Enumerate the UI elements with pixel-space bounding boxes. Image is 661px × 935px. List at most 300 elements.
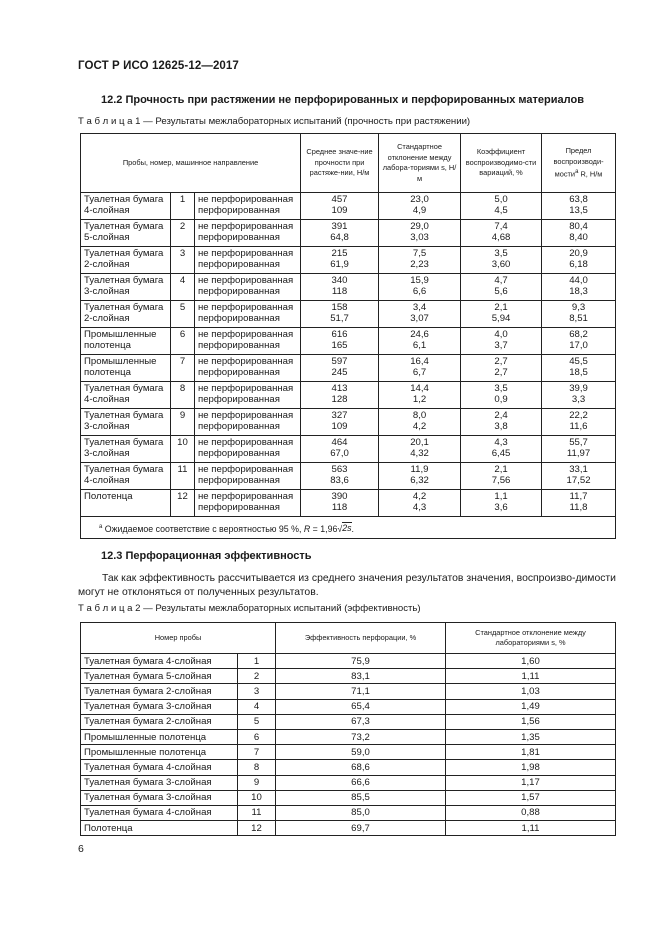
sample-type: перфорированная [198,232,280,243]
table-row [81,760,616,775]
limit-value: 13,5 [569,205,588,216]
table-row [81,669,616,684]
std-value: 1,11 [446,669,616,684]
sample-number-cell: 10 [171,436,195,463]
sample-name: Туалетная бумага [84,275,164,286]
limit-value: 8,51 [569,313,588,324]
header-std-deviation: Стандартное отклонение между лабораториями s, % [446,623,616,654]
cv-value: 2,7 [494,367,508,378]
sample-type: не перфорированная [198,329,294,340]
limit-value: 8,40 [569,232,588,243]
limit-value-cell [542,436,616,463]
limit-value-cell [542,193,616,220]
footnote-end: . [351,523,354,534]
sample-number-cell: 1 [171,193,195,220]
std-value: 4,3 [412,502,427,513]
sample-name: Промышленные полотенца [81,729,238,744]
std-value-cell [379,382,461,409]
limit-value: 18,5 [569,367,588,378]
efficiency-value: 67,3 [276,714,446,729]
cv-value-cell [461,328,542,355]
std-value-cell [379,490,461,517]
std-value: 4,32 [410,448,429,459]
limit-value-cell [542,301,616,328]
mean-value: 158 [331,302,348,313]
sample-number: 3 [238,684,276,699]
header-samples: Пробы, номер, машинное направление [81,134,301,193]
std-value: 1,60 [446,654,616,669]
mean-value-cell [301,274,379,301]
table-row [81,220,616,247]
mean-value: 457 [331,194,348,205]
cv-value-cell [461,382,542,409]
std-value-cell [379,274,461,301]
limit-value: 9,3 [571,302,586,313]
table-row [81,729,616,744]
limit-value: 80,4 [569,221,588,232]
std-value: 1,49 [446,699,616,714]
efficiency-value: 85,0 [276,805,446,820]
cv-value: 3,5 [494,248,508,259]
std-value: 15,9 [410,275,429,286]
sample-type: перфорированная [198,205,280,216]
efficiency-value: 83,1 [276,669,446,684]
table-row [81,821,616,836]
sample-name: Туалетная бумага [84,194,164,205]
mean-value: 128 [331,394,348,405]
table-row [81,699,616,714]
sample-type-cell [195,301,301,328]
limit-value: 6,18 [569,259,588,270]
sample-number-cell: 4 [171,274,195,301]
limit-value: 11,7 [569,491,588,502]
mean-value: 118 [331,502,348,513]
mean-value: 109 [331,205,348,216]
std-value-cell [379,355,461,382]
sample-name: Туалетная бумага 2-слойная [81,684,238,699]
cv-value-cell [461,436,542,463]
limit-value: 17,52 [566,475,591,486]
mean-value-cell [301,247,379,274]
std-value: 4,9 [412,205,427,216]
mean-value-cell [301,436,379,463]
efficiency-value: 69,7 [276,821,446,836]
sample-type: перфорированная [198,259,280,270]
std-value: 1,35 [446,729,616,744]
table-row [81,409,616,436]
sample-number: 10 [238,790,276,805]
std-value: 14,4 [410,383,429,394]
cv-value: 3,6 [494,502,508,513]
sample-type: перфорированная [198,448,280,459]
sample-type: не перфорированная [198,275,294,286]
std-value-cell [379,301,461,328]
sample-number-cell: 11 [171,463,195,490]
efficiency-value: 71,1 [276,684,446,699]
limit-value: 68,2 [569,329,588,340]
std-value-cell [379,409,461,436]
sample-name: Полотенца [84,491,133,502]
table-row [81,382,616,409]
mean-value: 51,7 [330,313,349,324]
mean-value: 464 [331,437,348,448]
cv-value-cell [461,409,542,436]
footnote-text: Ожидаемое соответствие с вероятностью 95 %, [104,523,302,534]
std-value: 1,03 [446,684,616,699]
sample-name-cell [81,490,171,517]
header-cv: Коэффициент воспроизводимо-сти вариаций, % [461,134,542,193]
footnote-marker: a [99,523,103,530]
sample-type: не перфорированная [198,221,294,232]
sample-name: Туалетная бумага [84,410,164,421]
limit-value-cell [542,355,616,382]
cv-value: 1,1 [494,491,508,502]
table-tensile-strength [80,133,616,539]
sample-name-cell [81,274,171,301]
table-row [81,355,616,382]
sample-type: перфорированная [198,394,280,405]
cv-value: 0,9 [494,394,508,405]
std-value: 1,98 [446,760,616,775]
cv-value: 4,3 [494,437,508,448]
cv-value: 4,68 [491,232,511,243]
sample-name: 2-слойная [84,313,130,324]
table-row [81,775,616,790]
limit-value: 39,9 [569,383,588,394]
efficiency-value: 65,4 [276,699,446,714]
limit-value: 20,9 [569,248,588,259]
mean-value-cell [301,382,379,409]
sample-number-cell: 9 [171,409,195,436]
std-value: 2,23 [410,259,429,270]
sample-number: 4 [238,699,276,714]
limit-value: 22,2 [569,410,588,421]
sample-name-cell [81,463,171,490]
sample-name: полотенца [84,340,131,351]
table1-footnote [81,517,616,539]
section-heading-12-2: 12.2 Прочность при растяжении не перфорированных и перфорированных материалов [101,94,584,106]
efficiency-value: 68,6 [276,760,446,775]
header-limit-text: Предел воспроизводи-мости [553,146,604,179]
cv-value: 7,4 [494,221,508,232]
sample-type: не перфорированная [198,383,294,394]
mean-value-cell [301,490,379,517]
sample-name: Полотенца [81,821,238,836]
mean-value-cell [301,409,379,436]
mean-value: 118 [331,286,348,297]
std-value-cell [379,247,461,274]
mean-value: 563 [331,464,348,475]
limit-value: 63,8 [569,194,588,205]
limit-value-cell [542,247,616,274]
document-header: ГОСТ Р ИСО 12625-12—2017 [78,60,239,72]
mean-value: 215 [331,248,348,259]
sample-name-cell [81,382,171,409]
std-value: 23,0 [410,194,429,205]
std-value: 20,1 [410,437,429,448]
std-value: 1,57 [446,790,616,805]
sample-name: полотенца [84,367,131,378]
std-value-cell [379,463,461,490]
sample-number: 11 [238,805,276,820]
footnote-marker: a [575,169,579,176]
cv-value-cell [461,355,542,382]
sample-name: Туалетная бумага [84,302,164,313]
mean-value: 390 [331,491,348,502]
sample-type-cell [195,436,301,463]
sample-type: перфорированная [198,286,280,297]
limit-value: 3,3 [571,394,586,405]
cv-value-cell [461,301,542,328]
std-value: 6,32 [410,475,429,486]
std-value: 11,9 [410,464,429,475]
std-value: 0,88 [446,805,616,820]
cv-value-cell [461,274,542,301]
limit-value: 11,6 [569,421,588,432]
cv-value: 2,7 [494,356,508,367]
std-value: 1,11 [446,821,616,836]
sample-name-cell [81,247,171,274]
sample-number-cell: 6 [171,328,195,355]
limit-value: 55,7 [569,437,588,448]
table-row [81,684,616,699]
sample-name: Туалетная бумага 4-слойная [81,805,238,820]
formula-eq: = 1,96 [312,523,338,534]
table-row [81,436,616,463]
mean-value: 83,6 [330,475,349,486]
sample-number: 5 [238,714,276,729]
sample-name: Туалетная бумага [84,248,164,259]
mean-value: 413 [331,383,348,394]
efficiency-value: 85,5 [276,790,446,805]
limit-value-cell [542,463,616,490]
cv-value: 5,6 [494,286,508,297]
limit-value-cell [542,409,616,436]
cv-value-cell [461,463,542,490]
cv-value: 5,94 [491,313,511,324]
efficiency-value: 73,2 [276,729,446,744]
std-value-cell [379,328,461,355]
limit-value: 33,1 [569,464,588,475]
limit-value-cell [542,328,616,355]
sample-name: 3-слойная [84,421,130,432]
cv-value-cell [461,193,542,220]
sample-type: не перфорированная [198,410,294,421]
page-number: 6 [78,843,84,855]
mean-value: 245 [331,367,348,378]
efficiency-value: 75,9 [276,654,446,669]
cv-value: 4,5 [494,205,508,216]
sample-number-cell: 12 [171,490,195,517]
cv-value-cell [461,220,542,247]
std-value: 8,0 [412,410,427,421]
table1-header-row [81,134,616,193]
sample-type-cell [195,490,301,517]
sample-name: Туалетная бумага 4-слойная [81,654,238,669]
std-value: 6,7 [412,367,427,378]
cv-value: 6,45 [491,448,511,459]
std-value: 1,2 [412,394,427,405]
std-value-cell [379,436,461,463]
sample-type: перфорированная [198,313,280,324]
table1-caption: Т а б л и ц а 1 — Результаты межлабораторных испытаний (прочность при растяжении) [78,116,471,127]
table2-caption: Т а б л и ц а 2 — Результаты межлабораторных испытаний (эффективность) [78,603,421,614]
mean-value-cell [301,193,379,220]
cv-value: 4,0 [494,329,508,340]
sample-number-cell: 3 [171,247,195,274]
limit-value: 11,8 [569,502,588,513]
sample-type-cell [195,247,301,274]
cv-value: 3,7 [494,340,508,351]
mean-value-cell [301,328,379,355]
sample-type: перфорированная [198,475,280,486]
table2-header-row [81,623,616,654]
std-value: 4,2 [412,421,427,432]
mean-value: 64,8 [330,232,349,243]
sample-type: перфорированная [198,340,280,351]
sample-number: 9 [238,775,276,790]
mean-value: 109 [331,421,348,432]
sample-name: Туалетная бумага 3-слойная [81,790,238,805]
cv-value: 4,7 [494,275,508,286]
sample-name-cell [81,193,171,220]
sample-type-cell [195,382,301,409]
sample-name: Туалетная бумага 5-слойная [81,669,238,684]
header-sample-number: Номер пробы [81,623,276,654]
mean-value: 616 [331,329,348,340]
cv-value: 3,8 [494,421,508,432]
sample-number-cell: 2 [171,220,195,247]
header-efficiency: Эффективность перфорации, % [276,623,446,654]
cv-value: 2,1 [494,302,508,313]
sample-name: Туалетная бумага [84,464,164,475]
limit-value-cell [542,382,616,409]
efficiency-value: 66,6 [276,775,446,790]
table-row [81,247,616,274]
sample-name: 3-слойная [84,448,130,459]
table-row [81,328,616,355]
formula-radicand: 2s [342,523,352,534]
sample-name: Туалетная бумага 2-слойная [81,714,238,729]
sample-name: Промышленные полотенца [81,745,238,760]
sqrt-icon: √ [337,523,343,534]
section-heading-12-3: 12.3 Перфорационная эффективность [101,550,312,562]
table-row [81,745,616,760]
sample-number-cell: 7 [171,355,195,382]
std-value: 4,2 [412,491,427,502]
cv-value: 3,60 [491,259,511,270]
mean-value-cell [301,301,379,328]
mean-value-cell [301,463,379,490]
std-value: 3,03 [410,232,429,243]
header-std-deviation: Стандартное отклонение между лабора-ториями s, Н/м [379,134,461,193]
mean-value-cell [301,220,379,247]
limit-value-cell [542,490,616,517]
mean-value-cell [301,355,379,382]
std-value: 29,0 [410,221,429,232]
sample-type: не перфорированная [198,464,294,475]
sample-type: перфорированная [198,367,280,378]
std-value: 1,56 [446,714,616,729]
formula-r: R [303,523,311,534]
sample-type-cell [195,355,301,382]
sample-type: не перфорированная [198,491,294,502]
sample-name-cell [81,409,171,436]
std-value: 16,4 [410,356,429,367]
table1-footnote-row [81,517,616,539]
sample-number: 6 [238,729,276,744]
sample-name: 2-слойная [84,259,130,270]
table-row [81,274,616,301]
mean-value: 597 [331,356,348,367]
sample-name: Промышленные [84,329,157,340]
sample-number: 8 [238,760,276,775]
limit-value: 18,3 [569,286,588,297]
mean-value: 327 [331,410,348,421]
sample-name: Промышленные [84,356,157,367]
limit-value-cell [542,220,616,247]
sample-name-cell [81,328,171,355]
sample-name: Туалетная бумага 3-слойная [81,699,238,714]
table-row [81,714,616,729]
sample-name: 5-слойная [84,232,130,243]
std-value: 3,07 [410,313,429,324]
sample-type: не перфорированная [198,302,294,313]
limit-value: 44,0 [569,275,588,286]
sample-type: не перфорированная [198,194,294,205]
body-paragraph: Так как эффективность рассчитывается из среднего значения результатов значения, воспроизво-димости могут не отклоняться от полученных результатов. [78,573,616,598]
table-perforation-efficiency [80,622,616,836]
sample-number: 7 [238,745,276,760]
sample-number-cell: 8 [171,382,195,409]
header-limit-unit: R, Н/м [580,169,603,179]
std-value-cell [379,193,461,220]
sample-name: 3-слойная [84,286,130,297]
efficiency-value: 59,0 [276,745,446,760]
cv-value: 7,56 [491,475,511,486]
mean-value: 165 [331,340,348,351]
sample-name: Туалетная бумага [84,221,164,232]
std-value-cell [379,220,461,247]
table-row [81,193,616,220]
std-value: 24,6 [410,329,429,340]
sample-type-cell [195,193,301,220]
sample-type-cell [195,409,301,436]
header-reproducibility-limit [542,134,616,193]
cv-value: 2,4 [494,410,508,421]
sample-number: 12 [238,821,276,836]
sample-type-cell [195,220,301,247]
sample-name-cell [81,220,171,247]
mean-value: 67,0 [330,448,349,459]
sample-type: не перфорированная [198,356,294,367]
sample-type: не перфорированная [198,437,294,448]
cv-value-cell [461,247,542,274]
limit-value-cell [542,274,616,301]
cv-value: 3,5 [494,383,508,394]
sample-number-cell: 5 [171,301,195,328]
mean-value: 340 [331,275,348,286]
sample-type-cell [195,463,301,490]
sample-name: 4-слойная [84,394,130,405]
sample-name: 4-слойная [84,205,130,216]
sample-name-cell [81,436,171,463]
limit-value: 17,0 [569,340,588,351]
table-row [81,805,616,820]
table-row [81,463,616,490]
mean-value: 391 [331,221,348,232]
header-mean-strength: Среднее значе-ние прочности при растяже-нии, Н/м [301,134,379,193]
